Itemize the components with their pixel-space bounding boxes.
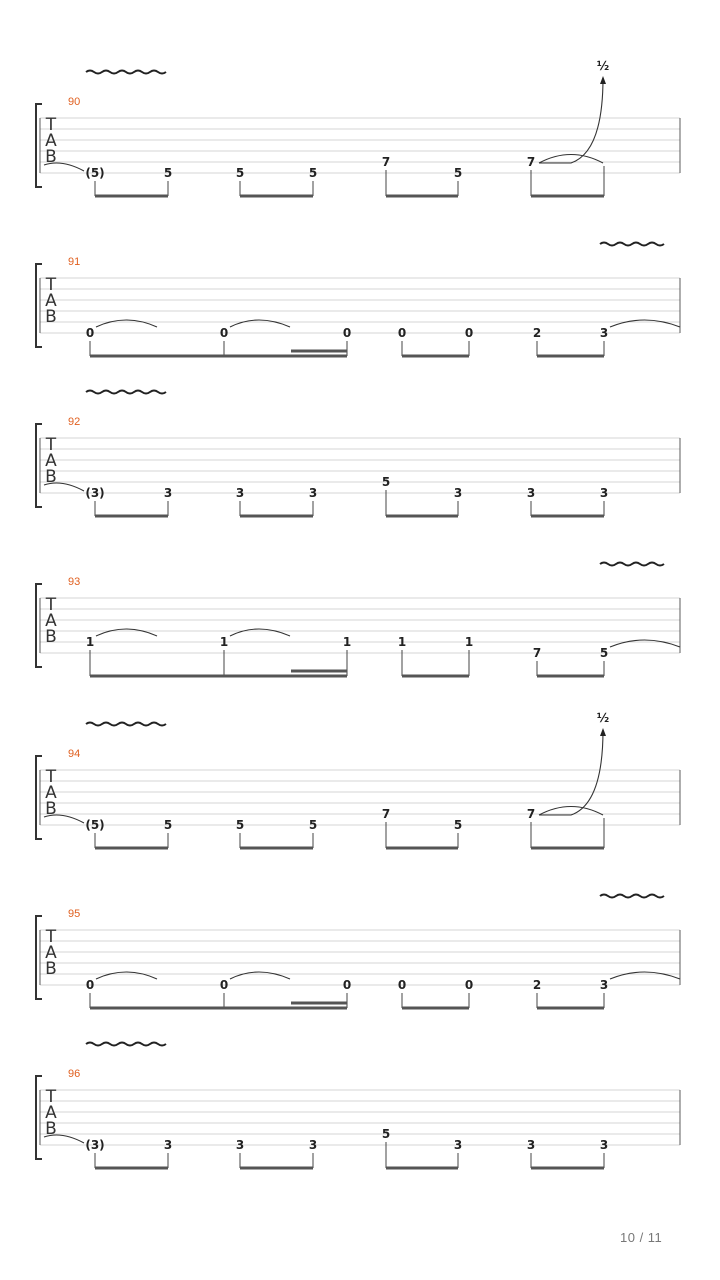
tab-clef-letter: T	[45, 927, 57, 947]
tie	[96, 320, 157, 327]
bend-arrow-icon	[600, 76, 606, 84]
system-bracket	[36, 104, 42, 187]
tab-clef-letter: A	[45, 943, 57, 963]
tab-clef-letter: B	[45, 799, 57, 819]
fret-number: 3	[308, 1138, 318, 1152]
fret-number: (3)	[85, 486, 105, 500]
bend-curve	[539, 730, 603, 815]
tab-clef-letter: A	[45, 611, 57, 631]
fret-number: 1	[219, 635, 229, 649]
fret-number: 7	[526, 807, 536, 821]
fret-number: 0	[397, 326, 407, 340]
measure-number: 90	[68, 96, 81, 108]
tie-out	[610, 640, 680, 647]
fret-number: 3	[599, 1138, 609, 1152]
fret-number: (5)	[85, 818, 105, 832]
system-91	[36, 243, 680, 357]
fret-number: 0	[219, 326, 229, 340]
fret-number: 5	[235, 818, 245, 832]
fret-number: 3	[163, 486, 173, 500]
measure-number: 93	[68, 576, 81, 588]
fret-number: 1	[85, 635, 95, 649]
tie	[230, 972, 290, 979]
system-bracket	[36, 424, 42, 507]
fret-number: 5	[599, 646, 609, 660]
tab-clef-letter: B	[45, 1119, 57, 1139]
fret-number: 5	[308, 818, 318, 832]
page-indicator: 10 / 11	[620, 1230, 663, 1245]
tie	[230, 629, 290, 636]
tab-clef-letter: A	[45, 1103, 57, 1123]
fret-number: 2	[532, 978, 542, 992]
tab-clef-letter: T	[45, 767, 57, 787]
measure-number: 94	[68, 748, 81, 760]
vibrato-mark	[600, 243, 664, 246]
fret-number: 3	[453, 1138, 463, 1152]
fret-number: 1	[464, 635, 474, 649]
system-90	[36, 59, 680, 196]
vibrato-mark	[600, 895, 664, 898]
fret-number: 7	[381, 807, 391, 821]
fret-number: 5	[453, 818, 463, 832]
system-94	[36, 711, 680, 848]
system-92	[36, 391, 680, 517]
tab-clef-letter: T	[45, 275, 57, 295]
bend-curve	[539, 78, 603, 163]
vibrato-mark	[86, 71, 166, 74]
fret-number: 0	[342, 326, 352, 340]
fret-number: 0	[219, 978, 229, 992]
fret-number: 3	[599, 326, 609, 340]
tab-clef-letter: B	[45, 627, 57, 647]
vibrato-mark	[86, 1043, 166, 1046]
tab-clef-letter: A	[45, 131, 57, 151]
fret-number: 7	[526, 155, 536, 169]
fret-number: 0	[464, 326, 474, 340]
system-bracket	[36, 756, 42, 839]
tie	[96, 629, 157, 636]
fret-number: 0	[85, 326, 95, 340]
fret-number: 3	[453, 486, 463, 500]
fret-number: 5	[381, 1127, 391, 1141]
tab-clef-letter: T	[45, 595, 57, 615]
system-bracket	[36, 916, 42, 999]
fret-number: 3	[526, 1138, 536, 1152]
tab-clef-letter: T	[45, 435, 57, 455]
fret-number: 7	[381, 155, 391, 169]
vibrato-mark	[86, 391, 166, 394]
system-bracket	[36, 584, 42, 667]
system-bracket	[36, 264, 42, 347]
tab-clef-letter: B	[45, 147, 57, 167]
measure-number: 91	[68, 256, 81, 268]
vibrato-mark	[600, 563, 664, 566]
fret-number: (5)	[85, 166, 105, 180]
tie	[230, 320, 290, 327]
fret-number: 0	[85, 978, 95, 992]
bend-arrow-icon	[600, 728, 606, 736]
fret-number: 3	[235, 1138, 245, 1152]
fret-number: 5	[453, 166, 463, 180]
tie	[96, 972, 157, 979]
measure-number: 95	[68, 908, 81, 920]
tab-clef-letter: B	[45, 467, 57, 487]
vibrato-mark	[86, 723, 166, 726]
tab-clef-letter: A	[45, 783, 57, 803]
fret-number: 2	[532, 326, 542, 340]
bend-amount: ½	[596, 711, 610, 725]
tab-clef-letter: T	[45, 115, 57, 135]
fret-number: 5	[235, 166, 245, 180]
tie-out	[610, 320, 680, 327]
tab-clef-letter: B	[45, 307, 57, 327]
fret-number: 3	[599, 486, 609, 500]
fret-number: 5	[381, 475, 391, 489]
fret-number: 1	[397, 635, 407, 649]
bend-amount: ½	[596, 59, 610, 73]
measure-number: 92	[68, 416, 81, 428]
fret-number: (3)	[85, 1138, 105, 1152]
fret-number: 3	[308, 486, 318, 500]
tie-out	[610, 972, 680, 979]
system-96	[36, 1043, 680, 1169]
tab-clef-letter: A	[45, 451, 57, 471]
fret-number: 3	[526, 486, 536, 500]
fret-number: 7	[532, 646, 542, 660]
fret-number: 5	[163, 166, 173, 180]
fret-number: 0	[397, 978, 407, 992]
tab-clef-letter: T	[45, 1087, 57, 1107]
tab-clef-letter: A	[45, 291, 57, 311]
tab-clef-letter: B	[45, 959, 57, 979]
fret-number: 5	[163, 818, 173, 832]
fret-number: 0	[464, 978, 474, 992]
system-95	[36, 895, 680, 1009]
measure-number: 96	[68, 1068, 81, 1080]
system-93	[36, 563, 680, 677]
fret-number: 3	[163, 1138, 173, 1152]
system-bracket	[36, 1076, 42, 1159]
fret-number: 1	[342, 635, 352, 649]
fret-number: 3	[599, 978, 609, 992]
fret-number: 0	[342, 978, 352, 992]
fret-number: 3	[235, 486, 245, 500]
fret-number: 5	[308, 166, 318, 180]
